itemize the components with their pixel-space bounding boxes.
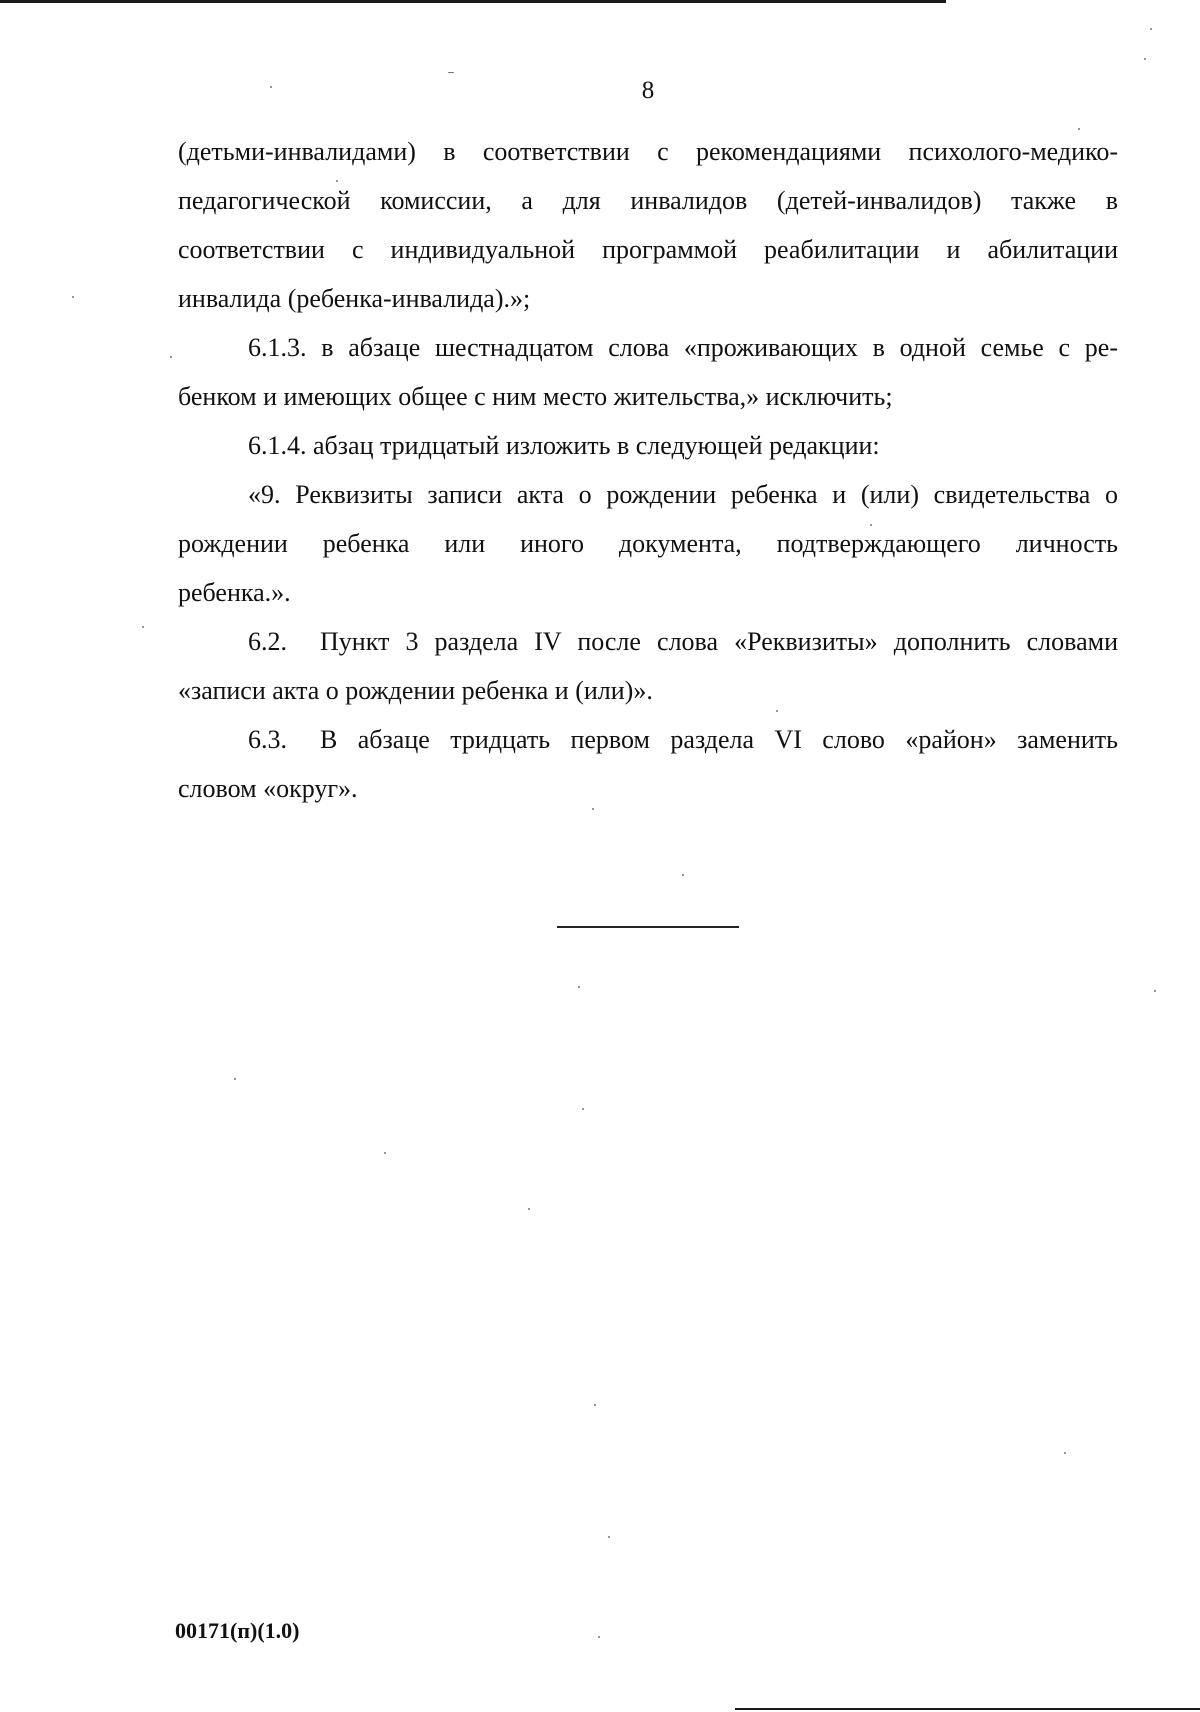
scan-speck	[608, 1536, 610, 1538]
paragraph-6-1-4	[178, 421, 1118, 470]
scan-speck	[72, 296, 74, 298]
paragraph-1-line-2: педагогической комиссии, а для инвалидов (детей-инвалидов) также в	[178, 186, 1118, 215]
paragraph-6-2-line-1-text: Пункт 3 раздела IV после слова «Реквизиты» дополнить словами	[320, 627, 1118, 656]
scan-speck	[1154, 990, 1156, 992]
paragraph-6-1-4-line-1: 6.1.4. абзац тридцатый изложить в следующей редакции:	[248, 431, 880, 460]
paragraph-6-3	[178, 715, 1118, 813]
scan-speck	[1144, 58, 1146, 60]
bottom-edge-line	[735, 1708, 1200, 1710]
scan-speck	[270, 86, 272, 88]
scan-speck	[592, 808, 594, 810]
scan-speck	[582, 1108, 584, 1110]
paragraph-6-1-3-line-1: 6.1.3. в абзаце шестнадцатом слова «проживающих в одной семье с ре-	[248, 333, 1118, 362]
scan-speck	[448, 72, 454, 73]
scan-speck	[776, 710, 778, 712]
document-code: 00171(п)(1.0)	[175, 1618, 300, 1643]
paragraph-quote-9	[178, 470, 1118, 617]
paragraph-quote-9-line-1: «9. Реквизиты записи акта о рождении ребенка и (или) свидетельства о	[248, 480, 1118, 509]
paragraph-6-3-line-2: словом «округ».	[178, 774, 358, 803]
scan-speck	[598, 1636, 600, 1638]
paragraph-6-2-line-2: «записи акта о рождении ребенка и (или)».	[178, 676, 653, 705]
scan-speck	[594, 1404, 596, 1406]
scan-speck	[234, 1078, 236, 1080]
paragraph-quote-9-line-3: ребенка.».	[178, 578, 291, 607]
top-edge-line	[0, 0, 946, 3]
paragraph-6-3-line-1-text: В абзаце тридцать первом раздела VI слово «район» заменить	[320, 725, 1118, 754]
paragraph-quote-9-line-2: рождении ребенка или иного документа, подтверждающего личность	[178, 529, 1118, 558]
paragraph-6-3-line-1	[178, 715, 1118, 764]
paragraph-6-2-number: 6.2.	[248, 627, 287, 656]
paragraph-6-1-3	[178, 323, 1118, 421]
scan-speck	[1150, 28, 1152, 30]
paragraph-1-line-1: (детьми-инвалидами) в соответствии с рекомендациями психолого-медико-	[178, 137, 1118, 166]
scan-speck	[336, 180, 338, 182]
paragraph-6-2-line-1	[178, 617, 1118, 666]
document-body	[178, 127, 1118, 813]
scan-speck	[528, 1208, 530, 1210]
page-number: 8	[641, 77, 655, 104]
paragraph-6-2	[178, 617, 1118, 715]
scan-speck	[682, 874, 684, 876]
scan-speck	[1078, 128, 1080, 130]
paragraph-1	[178, 127, 1118, 323]
scan-speck	[1064, 1452, 1066, 1454]
paragraph-6-3-number: 6.3.	[248, 725, 287, 754]
scan-speck	[170, 356, 172, 358]
scan-speck	[578, 986, 580, 988]
scan-speck	[142, 626, 144, 628]
paragraph-1-line-4: инвалида (ребенка-инвалида).»;	[178, 284, 531, 313]
scan-speck	[384, 1152, 386, 1154]
paragraph-6-1-3-line-2: бенком и имеющих общее с ним место жительства,» исключить;	[178, 382, 893, 411]
scan-speck	[870, 524, 872, 526]
paragraph-1-line-3: соответствии с индивидуальной программой реабилитации и абилитации	[178, 235, 1118, 264]
closing-rule	[557, 926, 739, 928]
